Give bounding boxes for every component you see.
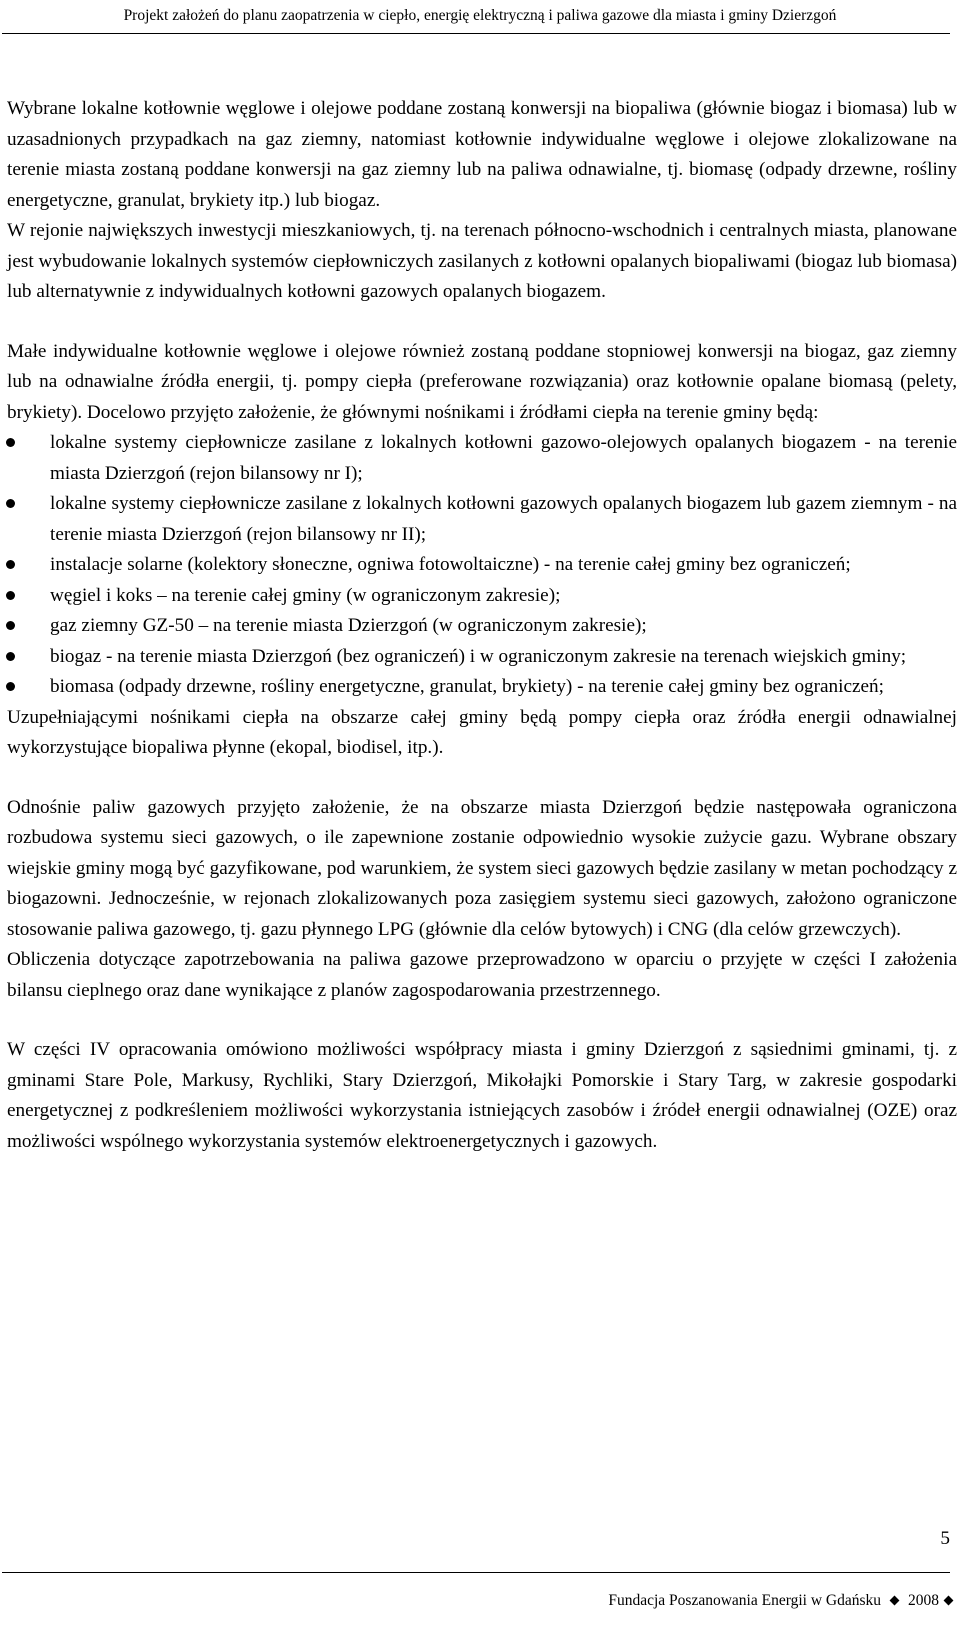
- list-item: [7, 489, 957, 550]
- heat-sources-list: [7, 428, 957, 703]
- list-item-text: lokalne systemy ciepłownicze zasilane z lokalnych kotłowni gazowych opalanych biogazem lub gazem ziemnym - na terenie miasta Dzierzgoń (rejon bilansowy nr II);: [50, 493, 957, 545]
- footer-year: 2008: [908, 1592, 939, 1609]
- paragraph-4: Uzupełniającymi nośnikami ciepła na obszarze całej gminy będą pompy ciepła oraz źródła energii odnawialnej wykorzystujące biopaliwa płynne (ekopal, biodisel, itp.).: [7, 706, 957, 758]
- bullet-icon: [6, 652, 15, 661]
- footer-divider: [2, 1572, 950, 1573]
- running-footer: [608, 1590, 952, 1612]
- diamond-icon: [944, 1596, 954, 1606]
- paragraph-5: Odnośnie paliw gazowych przyjęto założenie, że na obszarze miasta Dzierzgoń będzie następowała ograniczona rozbudowa systemu sieci gazowych, o ile zapewnione zostanie odpowiednio wysokie zużycie gazu. Wybrane obszary wiejskie gminy mogą być gazyfikowane, pod warunkiem, że system sieci gazowych będzie zasilany w metan pochodzący z biogazowni. Jednocześnie, w rejonach zlokalizowanych poza zasięgiem systemu sieci gazowych, założono ograniczone stosowanie paliwa gazowego, tj. gazu płynnego LPG (głównie dla celów bytowych) i CNG (dla celów grzewczych).: [7, 796, 957, 940]
- list-item-text: węgiel i koks – na terenie całej gminy (w ograniczonym zakresie);: [50, 584, 561, 606]
- paragraph-2: W rejonie największych inwestycji mieszkaniowych, tj. na terenach północno-wschodnich i centralnych miasta, planowane jest wybudowanie lokalnych systemów ciepłowniczych zasilanych z kotłowni opalanych biopaliwami (biogaz lub biomasa) lub alternatywnie z indywidualnych kotłowni gazowych opalanych biogazem.: [7, 220, 957, 302]
- page-number: 5: [940, 1528, 950, 1549]
- running-header: Projekt założeń do planu zaopatrzenia w ciepło, energię elektryczną i paliwa gazowe dla miasta i gminy Dzierzgoń: [123, 7, 837, 24]
- list-item: [7, 611, 957, 642]
- paragraph-7: W części IV opracowania omówiono możliwości współpracy miasta i gminy Dzierzgoń z sąsiednimi gminami, tj. z gminami Stare Pole, Markusy, Rychliki, Stary Dzierzgoń, Mikołajki Pomorskie i Stary Targ, w zakresie gospodarki energetycznej z podkreśleniem możliwości wykorzystania istniejących zasobów i źródeł energii odnawialnej (OZE) oraz możliwości wspólnego wykorzystania systemów elektroenergetycznych i gazowych.: [7, 1039, 957, 1152]
- paragraph-3: Małe indywidualne kotłownie węglowe i olejowe również zostaną poddane stopniowej konwersji na biogaz, gaz ziemny lub na odnawialne źródła energii, tj. pompy ciepła (preferowane rozwiązania) oraz kotłownie opalane biomasą (pelety, brykiety). Docelowo przyjęto założenie, że głównymi nośnikami i źródłami ciepła na terenie gminy będą:: [7, 340, 957, 423]
- footer-publisher: Fundacja Poszanowania Energii w Gdańsku: [608, 1592, 881, 1609]
- diamond-icon: [890, 1596, 900, 1606]
- document-body: [7, 94, 957, 1157]
- bullet-icon: [6, 499, 15, 508]
- list-item: [7, 642, 957, 673]
- bullet-icon: [6, 438, 15, 447]
- list-item-text: biomasa (odpady drzewne, rośliny energetyczne, granulat, brykiety) - na terenie całej gminy bez ograniczeń;: [50, 676, 884, 697]
- bullet-icon: [6, 682, 15, 691]
- list-item: [7, 672, 957, 703]
- bullet-icon: [6, 560, 15, 569]
- list-item-text: instalacje solarne (kolektory słoneczne, ogniwa fotowoltaiczne) - na terenie całej gminy bez ograniczeń;: [50, 554, 851, 575]
- paragraph-1: Wybrane lokalne kotłownie węglowe i olejowe poddane zostaną konwersji na biopaliwa (głównie biogaz i biomasa) lub w uzasadnionych przypadkach na gaz ziemny, natomiast kotłownie indywidualne węglowe i olejowe zlokalizowane na terenie miasta zostaną poddane konwersji na gaz ziemny lub na paliwa odnawialne, tj. biomasę (odpady drzewne, rośliny energetyczne, granulat, brykiety itp.) lub biogaz.: [7, 98, 957, 211]
- list-item-text: lokalne systemy ciepłownicze zasilane z lokalnych kotłowni gazowo-olejowych opalanych biogazem - na terenie miasta Dzierzgoń (rejon bilansowy nr I);: [50, 432, 957, 484]
- bullet-icon: [6, 621, 15, 630]
- list-item-text: gaz ziemny GZ-50 – na terenie miasta Dzierzgoń (w ograniczonym zakresie);: [50, 615, 647, 636]
- list-item: [7, 428, 957, 489]
- list-item: [7, 581, 957, 612]
- list-item: [7, 550, 957, 581]
- bullet-icon: [6, 591, 15, 600]
- list-item-text: biogaz - na terenie miasta Dzierzgoń (bez ograniczeń) i w ograniczonym zakresie na terenach wiejskich gminy;: [50, 645, 907, 667]
- header-divider: [2, 33, 950, 34]
- paragraph-6: Obliczenia dotyczące zapotrzebowania na paliwa gazowe przeprowadzono w oparciu o przyjęte w części I założenia bilansu cieplnego oraz dane wynikające z planów zagospodarowania przestrzennego.: [7, 949, 957, 1001]
